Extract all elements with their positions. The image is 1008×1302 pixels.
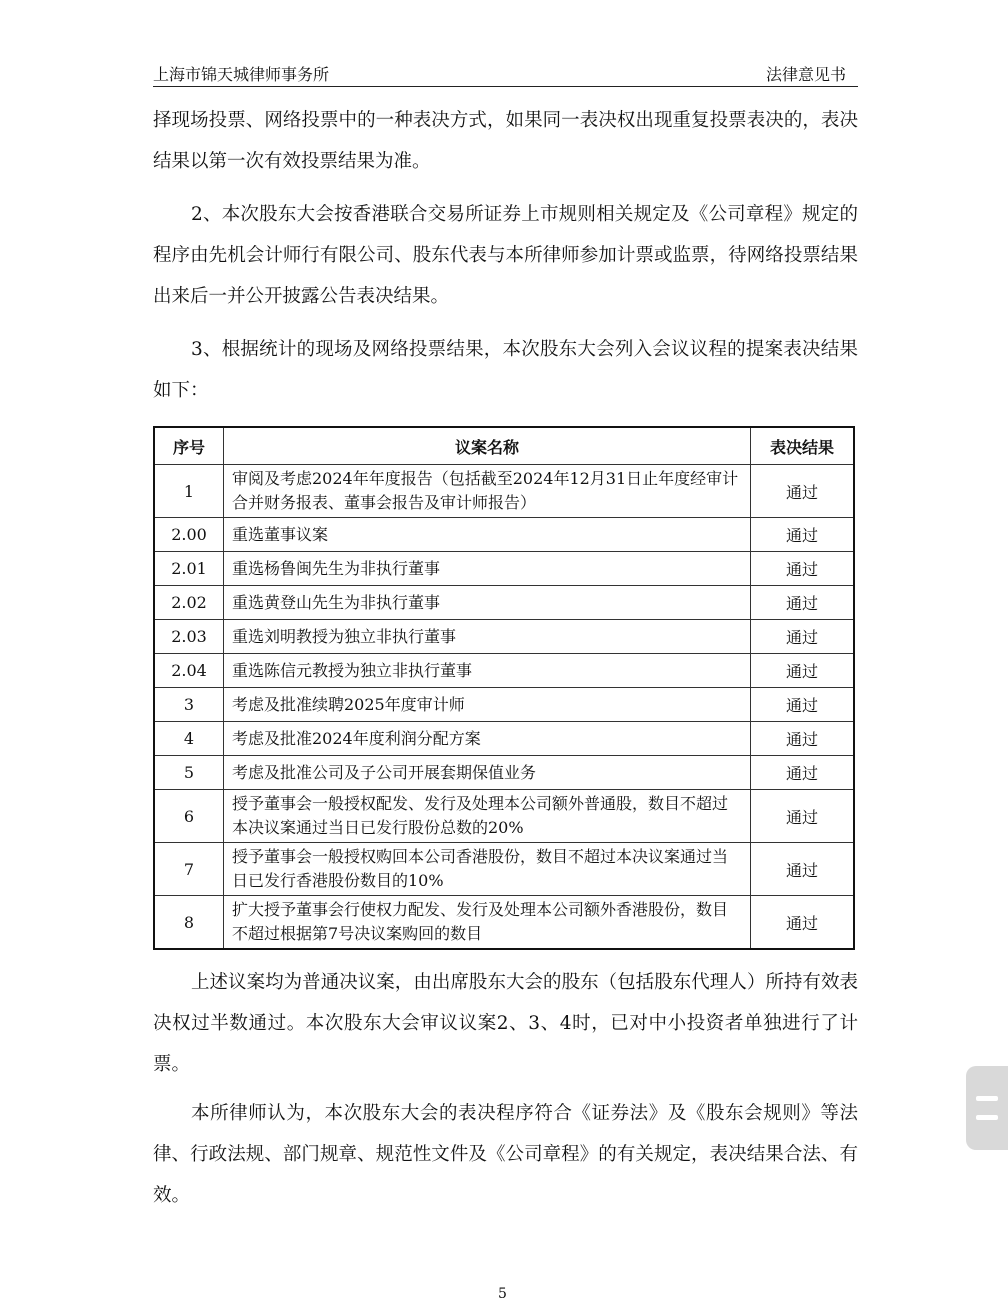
paragraph-legal-opinion: 本所律师认为，本次股东大会的表决程序符合《证券法》及《股东会规则》等法律、行政法规、部门规章、规范性文件及《公司章程》的有关规定，表决结果合法、有效。 bbox=[153, 1103, 858, 1206]
row-result: 通过 bbox=[751, 465, 855, 518]
row-name: 考虑及批准续聘2025年度审计师 bbox=[224, 688, 751, 722]
table-row bbox=[154, 790, 854, 843]
table-row bbox=[154, 518, 854, 552]
row-name: 授予董事会一般授权配发、发行及处理本公司额外普通股，数目不超过本决议案通过当日已发行股份总数的20% bbox=[224, 790, 751, 843]
page-number: 5 bbox=[498, 1286, 507, 1302]
column-header-name: 议案名称 bbox=[224, 427, 751, 465]
row-seq: 4 bbox=[154, 722, 224, 756]
row-result: 通过 bbox=[751, 896, 855, 950]
resolution-results-table bbox=[153, 426, 855, 950]
table-row bbox=[154, 896, 854, 950]
row-seq: 1 bbox=[154, 465, 224, 518]
row-result: 通过 bbox=[751, 790, 855, 843]
row-name: 考虑及批准2024年度利润分配方案 bbox=[224, 722, 751, 756]
row-name: 考虑及批准公司及子公司开展套期保值业务 bbox=[224, 756, 751, 790]
row-result: 通过 bbox=[751, 518, 855, 552]
row-seq: 2.01 bbox=[154, 552, 224, 586]
table-row bbox=[154, 552, 854, 586]
column-header-seq: 序号 bbox=[154, 427, 224, 465]
paragraph-ordinary-resolutions: 上述议案均为普通决议案，由出席股东大会的股东（包括股东代理人）所持有效表决权过半数通过。本次股东大会审议议案2、3、4时，已对中小投资者单独进行了计票。 bbox=[153, 972, 858, 1075]
row-name: 授予董事会一般授权购回本公司香港股份，数目不超过本决议案通过当日已发行香港股份数目的10% bbox=[224, 843, 751, 896]
table-row bbox=[154, 756, 854, 790]
table-row bbox=[154, 465, 854, 518]
row-seq: 3 bbox=[154, 688, 224, 722]
row-result: 通过 bbox=[751, 688, 855, 722]
row-name: 重选陈信元教授为独立非执行董事 bbox=[224, 654, 751, 688]
table-row bbox=[154, 620, 854, 654]
row-seq: 2.04 bbox=[154, 654, 224, 688]
table-row bbox=[154, 843, 854, 896]
row-result: 通过 bbox=[751, 722, 855, 756]
row-result: 通过 bbox=[751, 586, 855, 620]
paragraph-results-intro: 3、根据统计的现场及网络投票结果，本次股东大会列入会议议程的提案表决结果如下： bbox=[153, 339, 858, 401]
row-seq: 5 bbox=[154, 756, 224, 790]
row-result: 通过 bbox=[751, 620, 855, 654]
table-row bbox=[154, 586, 854, 620]
row-name: 审阅及考虑2024年年度报告（包括截至2024年12月31日止年度经审计合并财务报表、董事会报告及审计师报告） bbox=[224, 465, 751, 518]
row-seq: 7 bbox=[154, 843, 224, 896]
row-result: 通过 bbox=[751, 552, 855, 586]
row-result: 通过 bbox=[751, 756, 855, 790]
row-name: 扩大授予董事会行使权力配发、发行及处理本公司额外香港股份，数目不超过根据第7号决议案购回的数目 bbox=[224, 896, 751, 950]
document-type: 法律意见书 bbox=[765, 65, 846, 84]
row-seq: 2.02 bbox=[154, 586, 224, 620]
row-result: 通过 bbox=[751, 654, 855, 688]
row-name: 重选刘明教授为独立非执行董事 bbox=[224, 620, 751, 654]
row-result: 通过 bbox=[751, 843, 855, 896]
row-name: 重选董事议案 bbox=[224, 518, 751, 552]
row-seq: 2.03 bbox=[154, 620, 224, 654]
table-header-row bbox=[154, 427, 854, 465]
table-row bbox=[154, 654, 854, 688]
side-menu-button[interactable] bbox=[966, 1066, 1008, 1150]
row-seq: 2.00 bbox=[154, 518, 224, 552]
paragraph-voting-method: 择现场投票、网络投票中的一种表决方式，如果同一表决权出现重复投票表决的，表决结果以第一次有效投票结果为准。 bbox=[153, 110, 858, 172]
paragraph-vote-counting: 2、本次股东大会按香港联合交易所证券上市规则相关规定及《公司章程》规定的程序由先机会计师行有限公司、股东代表与本所律师参加计票或监票，待网络投票结果出来后一并公开披露公告表决结果。 bbox=[153, 204, 858, 307]
column-header-result: 表决结果 bbox=[751, 427, 855, 465]
table-row bbox=[154, 688, 854, 722]
row-name: 重选黄登山先生为非执行董事 bbox=[224, 586, 751, 620]
row-seq: 6 bbox=[154, 790, 224, 843]
page-header bbox=[153, 58, 858, 87]
row-name: 重选杨鲁闽先生为非执行董事 bbox=[224, 552, 751, 586]
firm-name: 上海市锦天城律师事务所 bbox=[153, 65, 330, 84]
row-seq: 8 bbox=[154, 896, 224, 950]
table-row bbox=[154, 722, 854, 756]
